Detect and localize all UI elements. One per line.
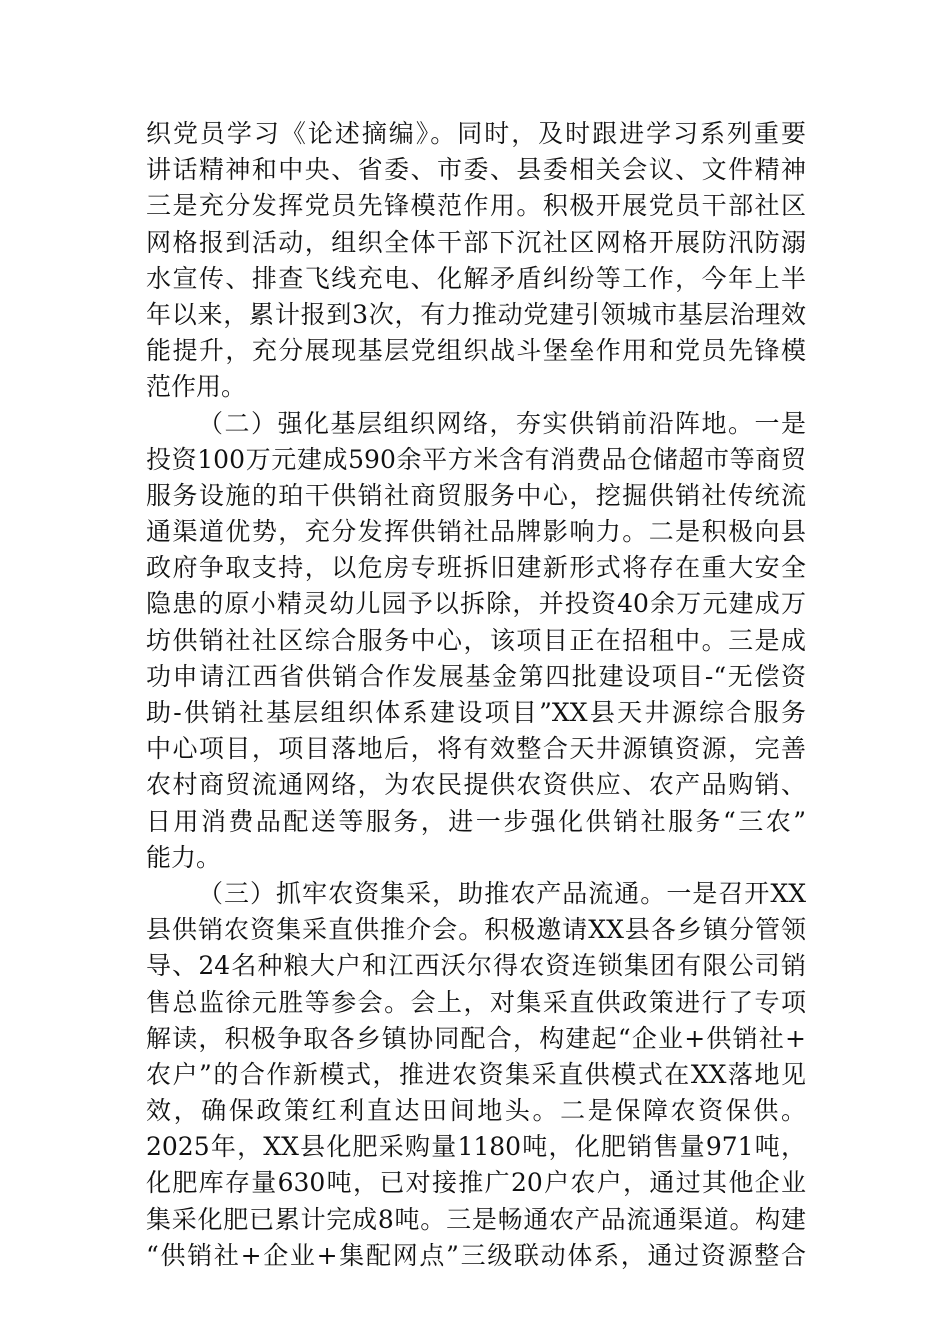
text-line: 集采化肥已累计完成8吨。三是畅通农产品流通渠道。构建: [146, 1204, 806, 1234]
text-line: 中心项目，项目落地后，将有效整合天井源镇资源，完善: [146, 734, 806, 764]
text-line: 功申请江西省供销合作发展基金第四批建设项目-“无偿资: [146, 661, 806, 691]
text-line: 农村商贸流通网络，为农民提供农资供应、农产品购销、: [146, 770, 806, 800]
section-heading-line: （二）强化基层组织网络，夯实供销前沿阵地。一是: [198, 408, 806, 438]
text-line: 投资100万元建成590余平方米含有消费品仓储超市等商贸: [146, 444, 806, 474]
section-heading-line: （三）抓牢农资集采，助推农产品流通。一是召开XX: [198, 878, 806, 908]
text-line: 范作用。: [146, 372, 247, 402]
text-line: 三是充分发挥党员先锋模范作用。积极开展党员干部社区: [146, 191, 806, 221]
text-line: 织党员学习《论述摘编》。同时，及时跟进学习系列重要: [146, 119, 806, 148]
text-line: 能力。: [146, 842, 222, 872]
text-line: 2025年，XX县化肥采购量1180吨，化肥销售量971吨，: [146, 1132, 806, 1162]
paragraph-agricultural-supplies: [146, 876, 806, 1274]
text-line: 售总监徐元胜等参会。会上，对集采直供政策进行了专项: [146, 987, 806, 1017]
paragraph-grassroots-network: [146, 406, 806, 876]
text-line: “供销社+企业+集配网点”三级联动体系，通过资源整合: [146, 1240, 806, 1270]
text-line: 能提升，充分展现基层党组织战斗堡垒作用和党员先锋模: [146, 336, 806, 366]
document-body: [146, 116, 806, 1274]
text-line: 效，确保政策红利直达田间地头。二是保障农资保供。: [146, 1096, 806, 1126]
text-line: 解读，积极争取各乡镇协同配合，构建起“企业+供销社+: [146, 1023, 806, 1053]
text-line: 网格报到活动，组织全体干部下沉社区网格开展防汛防溺: [146, 227, 806, 257]
text-line: 坊供销社社区综合服务中心，该项目正在招租中。三是成: [146, 625, 806, 655]
text-line: 农户”的合作新模式，推进农资集采直供模式在XX落地见: [146, 1059, 806, 1089]
text-line: 服务设施的珀干供销社商贸服务中心，挖掘供销社传统流: [146, 480, 806, 510]
text-line: 县供销农资集采直供推介会。积极邀请XX县各乡镇分管领: [146, 915, 806, 945]
text-line: 水宣传、排查飞线充电、化解矛盾纠纷等工作，今年上半: [146, 263, 806, 293]
paragraph-party-members: [146, 116, 806, 406]
text-line: 助-供销社基层组织体系建设项目”XX县天井源综合服务: [146, 698, 806, 727]
text-line: 年以来，累计报到3次，有力推动党建引领城市基层治理效: [146, 299, 806, 329]
text-line: 隐患的原小精灵幼儿园予以拆除，并投资40余万元建成万: [146, 589, 806, 619]
text-line: 日用消费品配送等服务，进一步强化供销社服务“三农”: [146, 806, 806, 836]
text-line: 化肥库存量630吨，已对接推广20户农户，通过其他企业: [146, 1168, 806, 1198]
text-line: 讲话精神和中央、省委、市委、县委相关会议、文件精神: [146, 155, 806, 185]
text-line: 政府争取支持，以危房专班拆旧建新形式将存在重大安全: [146, 553, 806, 583]
text-line: 通渠道优势，充分发挥供销社品牌影响力。二是积极向县: [146, 517, 806, 547]
text-line: 导、24名种粮大户和江西沃尔得农资连锁集团有限公司销: [146, 951, 806, 981]
